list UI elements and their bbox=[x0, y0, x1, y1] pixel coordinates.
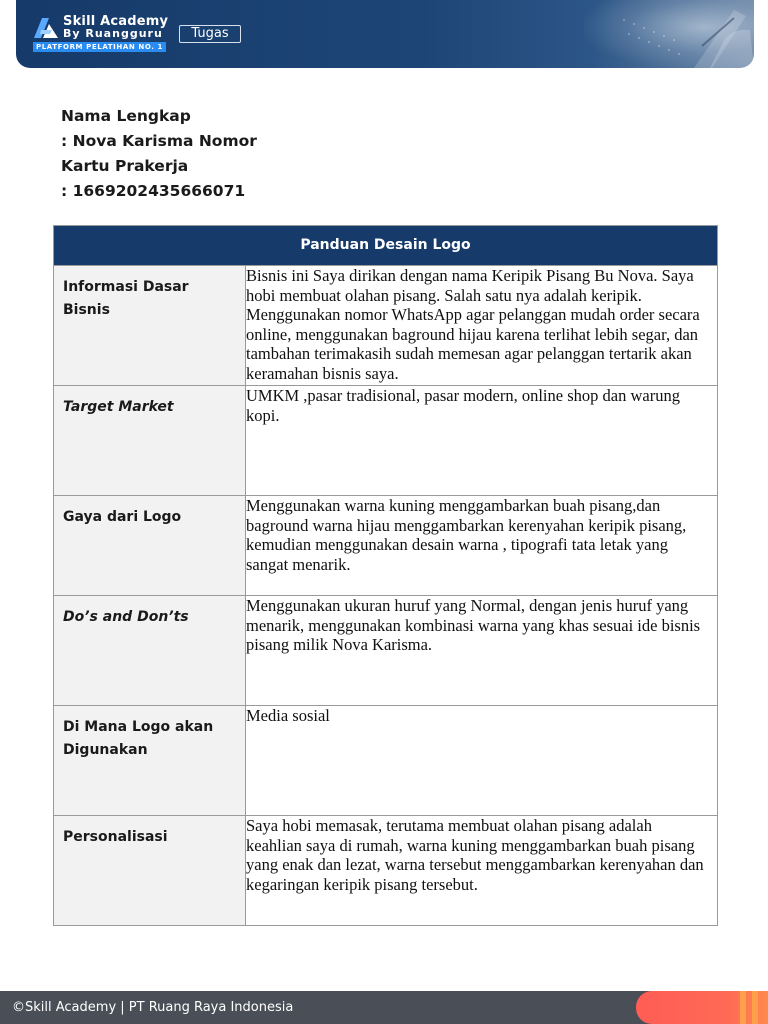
participant-info bbox=[61, 104, 321, 204]
footer-accent-decoration bbox=[636, 991, 768, 1024]
row-label: Target Market bbox=[54, 386, 246, 495]
row-label: Informasi Dasar Bisnis bbox=[54, 266, 246, 385]
table-row-gaya-dari-logo bbox=[54, 495, 717, 595]
row-label: Do’s and Don’ts bbox=[54, 596, 246, 705]
row-value: Menggunakan ukuran huruf yang Normal, dengan jenis huruf yang menarik, menggunakan kombinasi warna yang khas sesuai ide bisnis pisang milik Nova Karisma. bbox=[246, 596, 701, 655]
row-value: Saya hobi memasak, terutama membuat olahan pisang adalah keahlian saya di rumah, warna kuning menggambarkan buah pisang yang enak dan lezat, warna tersebut menggambarkan kerenyahan dan kegaringan keripik pisang tersebut. bbox=[246, 816, 704, 894]
writing-hand-illustration bbox=[584, 0, 754, 68]
row-label: Di Mana Logo akan Digunakan bbox=[54, 706, 246, 815]
brand-tagline: PLATFORM PELATIHAN NO. 1 bbox=[33, 42, 166, 52]
participant-line-4: : 1669202435666071 bbox=[61, 182, 246, 200]
table-row-personalisasi bbox=[54, 815, 717, 925]
brand-name: Skill Academy bbox=[63, 14, 169, 29]
footer-bar bbox=[0, 991, 768, 1024]
participant-line-3: Kartu Prakerja bbox=[61, 157, 189, 175]
row-label: Gaya dari Logo bbox=[54, 496, 246, 595]
logo-design-guide-table bbox=[53, 225, 718, 926]
row-value: UMKM ,pasar tradisional, pasar modern, online shop dan warung kopi. bbox=[246, 386, 680, 425]
participant-line-1: Nama Lengkap bbox=[61, 107, 191, 125]
row-value: Menggunakan warna kuning menggambarkan buah pisang,dan baground warna hijau menggambarkan kerenyahan keripik pisang, kemudian menggunakan desain warna , tipografi tata letak yang sangat menarik. bbox=[246, 496, 687, 574]
header-banner bbox=[16, 0, 754, 68]
table-row-di-mana-logo-digunakan bbox=[54, 705, 717, 815]
brand-subtitle: By Ruangguru bbox=[63, 27, 163, 40]
participant-line-2: : Nova Karisma Nomor bbox=[61, 132, 257, 150]
footer-accent-stripe bbox=[740, 991, 746, 1024]
row-label: Personalisasi bbox=[54, 816, 246, 925]
table-title: Panduan Desain Logo bbox=[54, 226, 717, 265]
skill-academy-logo-icon bbox=[32, 16, 60, 40]
table-row-informasi-dasar-bisnis bbox=[54, 265, 717, 385]
table-row-dos-and-donts bbox=[54, 595, 717, 705]
footer-copyright: ©Skill Academy | PT Ruang Raya Indonesia bbox=[12, 1000, 294, 1015]
header-decoration bbox=[584, 0, 754, 68]
row-value: Bisnis ini Saya dirikan dengan nama Keripik Pisang Bu Nova. Saya hobi membuat olahan pisang. Salah satu nya adalah keripik. Menggunakan nomor WhatsApp agar pelanggan mudah order secara online, menggunakan baground hijau karena terlihat lebih segar, dan tambahan terimakasih sudah memesan agar pelanggan tertarik akan keramahan bisnis saya. bbox=[246, 266, 700, 383]
table-row-target-market bbox=[54, 385, 717, 495]
footer-accent-stripe bbox=[752, 991, 758, 1024]
tugas-tab-button[interactable]: Tugas bbox=[179, 25, 241, 43]
row-value: Media sosial bbox=[246, 706, 330, 725]
